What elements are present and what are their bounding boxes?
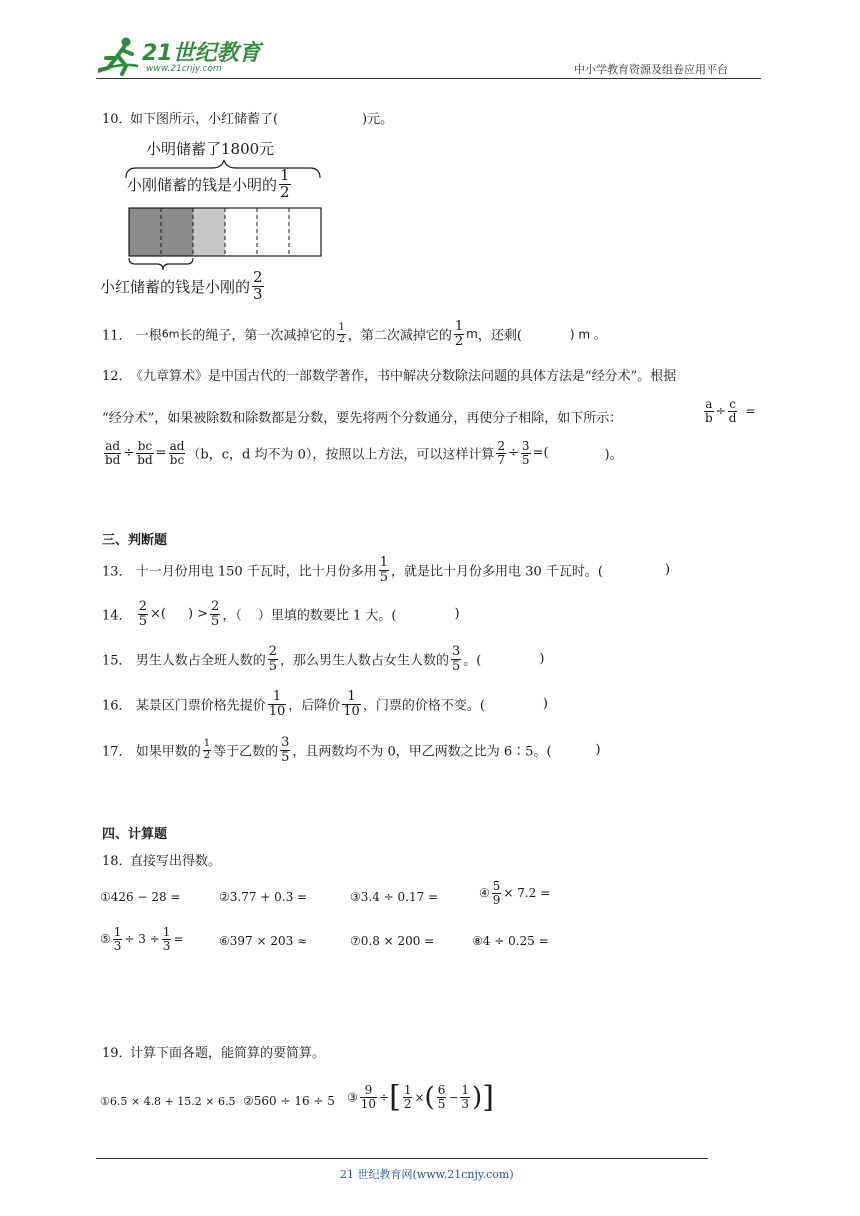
q12-frac-cd	[728, 398, 738, 424]
q12-bd-2: bd	[137, 452, 153, 467]
q19-e3-div: ÷	[379, 1090, 390, 1105]
q14-text-b: ) >	[187, 606, 209, 622]
q11-fraction-1	[337, 323, 345, 345]
q19-e3-right-bracket: ]	[482, 1080, 494, 1115]
q18-i4-den: 9	[492, 892, 501, 907]
q18-i5-fraction-2	[162, 926, 172, 952]
q17-f2-num: 3	[281, 735, 290, 750]
q12-div-3: ÷	[508, 445, 519, 461]
fig-bot-den: 3	[253, 284, 263, 303]
q19-e3-left-paren: (	[424, 1082, 435, 1113]
q16-f2-num: 1	[342, 690, 361, 705]
q14-text-d: ）里填的数要比 1 大。(	[257, 608, 397, 624]
question-17	[102, 736, 601, 764]
q18-number: 18．	[102, 854, 132, 869]
q12-b: b	[705, 410, 713, 425]
q11-fraction-2	[454, 320, 464, 348]
q15-f2-num: 3	[452, 644, 461, 659]
platform-title: 中小学教育资源及组卷应用平台	[574, 63, 728, 76]
q18-i4-fraction	[492, 880, 502, 906]
q16-f2-den: 10	[343, 703, 360, 719]
q16-text-d: )	[542, 696, 548, 712]
footer-rule	[96, 1158, 708, 1159]
q18-i5-pre: ⑤	[100, 932, 111, 947]
q19-e3-frac-2	[403, 1084, 413, 1110]
q12-line-3-text: （b，c，d 均不为 0），按照以上方法，可以这样计算	[187, 447, 495, 463]
q18-i5-post: =	[173, 932, 184, 947]
q18-i5-den2: 3	[162, 938, 171, 953]
q15-f1-num: 2	[268, 644, 277, 659]
q12-line-3-b: =(	[532, 445, 549, 461]
q17-f1-den: 2	[203, 749, 211, 761]
q12-bd-1: bd	[105, 452, 121, 467]
q15-number: 15．	[102, 653, 132, 669]
q18-text: 直接写出得数。	[130, 854, 222, 869]
q12-n7: 7	[497, 452, 506, 467]
q18-i5-mid: ÷ 3 ÷	[124, 932, 160, 947]
q11-text-d: ，还剩(	[477, 328, 522, 344]
q18-i5-fraction-1	[113, 926, 123, 952]
q12-line-1: 《九章算术》是中国古代的一部数学著作，书中解决分数除法问题的具体方法是“经分术”。根据	[130, 369, 677, 384]
q18-item-3: ③3.4 ÷ 0.17 =	[350, 890, 439, 904]
q14-f1-num: 2	[138, 599, 147, 614]
q16-number: 16．	[102, 698, 132, 714]
q19-expr-1: ①6.5 × 4.8 + 15.2 × 6.5	[100, 1095, 236, 1108]
q12-line-3-c: )。	[604, 447, 623, 463]
q14-f2-den: 5	[211, 613, 220, 629]
q13-text-a: 十一月份用电 150 千瓦时，比十月份多用	[135, 564, 377, 580]
q17-text-b: 等于乙数的	[213, 744, 279, 760]
q17-text-c: ，且两数均不为 0，甲乙两数之比为 6∶5。(	[292, 744, 552, 760]
q16-text-b: ，后降价	[288, 698, 341, 714]
fig-mid-label	[127, 168, 293, 201]
q18-i5-num2: 1	[162, 925, 171, 939]
q18-i5-den1: 3	[113, 938, 122, 953]
q18-i4-post: × 7.2 =	[503, 886, 551, 901]
q16-f1-den: 10	[268, 703, 286, 719]
q19-e3-d4: 3	[461, 1097, 470, 1111]
q12-frac-35	[521, 440, 531, 466]
logo	[96, 34, 266, 78]
q18-i4-num: 5	[492, 879, 501, 893]
q19-e3-n2: 1	[403, 1083, 412, 1098]
q12-number: 12．	[102, 369, 132, 384]
q12-div-2: ÷	[123, 445, 135, 461]
q16-fraction-2	[342, 690, 361, 718]
question-16	[102, 690, 548, 718]
q12-frac-ab	[704, 398, 714, 424]
q19-number: 19．	[102, 1046, 132, 1061]
q13-fraction	[379, 556, 389, 584]
question-14	[102, 600, 460, 628]
q11-f2-den: 2	[454, 333, 464, 349]
q12-eq-2: =	[155, 445, 167, 461]
question-15	[102, 645, 544, 673]
q12-line-3	[102, 440, 623, 466]
q18-item-5	[100, 926, 183, 952]
q11-f2-num: 1	[454, 319, 464, 334]
q19-e3-pre: ③	[347, 1090, 358, 1105]
q18-item-6: ⑥397 × 203 ≈	[219, 934, 308, 948]
q13-den: 5	[379, 569, 389, 585]
q14-text-c: ，（	[222, 608, 242, 624]
q13-text-b: ，就是比十月份多用电 30 千瓦时。(	[391, 564, 603, 580]
q13-number: 13．	[102, 564, 132, 580]
q19-e3-n4: 1	[461, 1083, 470, 1098]
q15-text-c: 。(	[463, 653, 482, 669]
fig-bot-fraction	[252, 270, 264, 303]
q12-n5: 5	[521, 452, 530, 467]
q14-f2-num: 2	[211, 599, 220, 614]
question-13	[102, 556, 670, 584]
q12-div-1: ÷	[715, 404, 726, 419]
q12-formula-1	[702, 398, 756, 424]
q15-text-d: )	[539, 651, 545, 667]
logo-url-text: www.21cnjy.com	[146, 64, 222, 74]
q17-text-d: )	[595, 742, 601, 758]
fig-bot-num: 2	[253, 268, 263, 286]
q19-e3-frac-4	[460, 1084, 470, 1110]
q12-bc-1: bc	[137, 439, 153, 453]
q18-item-1: ①426 − 28 =	[100, 890, 181, 904]
q12-n2: 2	[497, 439, 506, 453]
q12-ad-1: ad	[105, 439, 121, 453]
q15-text-b: ，那么男生人数占女生人数的	[279, 653, 449, 669]
fig-bot-label	[100, 270, 266, 303]
fig-bar	[127, 206, 323, 278]
q15-f2-den: 5	[452, 658, 461, 674]
q12-frac-adbd	[104, 440, 121, 466]
q19-e3-left-bracket: [	[389, 1079, 401, 1115]
q12-bc-2: bc	[169, 452, 185, 467]
q18-i4-pre: ④	[479, 886, 490, 901]
q16-f1-num: 1	[268, 690, 287, 705]
q14-number: 14．	[102, 608, 132, 624]
q10-number: 10．	[102, 112, 132, 127]
fig-bot-text: 小红储蓄的钱是小刚的	[100, 277, 251, 296]
q10-text-a: 如下图所示，小红储蓄了(	[130, 112, 279, 127]
fig-mid-den: 2	[280, 182, 290, 201]
q15-fraction-1	[268, 645, 278, 673]
q14-text-a: ×(	[149, 606, 166, 622]
q12-frac-27	[496, 440, 506, 466]
q11-text-c: ，第二次减掉它的	[347, 328, 452, 344]
q18-item-4	[479, 880, 550, 906]
q13-num: 1	[379, 555, 389, 570]
q19-e3-d3: 5	[437, 1097, 446, 1111]
q15-f1-den: 5	[268, 658, 277, 674]
q19-e3-times: ×	[414, 1090, 425, 1105]
question-11	[102, 320, 606, 348]
runner-logo-icon	[96, 36, 140, 76]
q19-e3-n3: 6	[437, 1083, 446, 1098]
q18-i5-num1: 1	[113, 925, 122, 939]
q19-e3-d1: 10	[360, 1097, 377, 1111]
q17-text-a: 如果甲数的	[135, 744, 201, 760]
q12-d: d	[728, 410, 737, 425]
q12-n3: 3	[521, 439, 530, 453]
q19-expr-2: ②560 ÷ 16 ÷ 5	[243, 1094, 335, 1108]
q12-frac-adbc	[169, 440, 186, 466]
q19-e3-d2: 2	[403, 1097, 412, 1111]
q11-length: 6m	[161, 327, 180, 341]
q12-a: a	[705, 397, 713, 411]
q11-f1-num: 1	[338, 322, 345, 334]
footer-link[interactable]: 21 世纪教育网(www.21cnjy.com)	[340, 1168, 514, 1181]
q17-f1-num: 1	[203, 738, 211, 750]
section-3-title: 三、判断题	[102, 533, 168, 548]
q19-e3-frac-1	[360, 1084, 377, 1110]
q18-item-7: ⑦0.8 × 200 =	[350, 934, 435, 948]
q19-e3-n1: 9	[360, 1084, 377, 1098]
q17-fraction-1	[203, 739, 211, 761]
q17-fraction-2	[280, 736, 290, 764]
q11-text-e: ) m 。	[569, 327, 606, 342]
q19-e3-right-paren: )	[472, 1082, 483, 1113]
q18-item-2: ②3.77 + 0.3 =	[219, 890, 308, 904]
q12-frac-bcbd	[136, 440, 153, 466]
q14-fraction-2	[210, 600, 220, 628]
q16-fraction-1	[268, 690, 287, 718]
q15-text-a: 男生人数占全班人数的	[135, 653, 266, 669]
fig-mid-fraction	[279, 168, 291, 201]
q12-c: c	[729, 397, 736, 411]
logo-main-text: 21世纪教育	[142, 41, 261, 66]
q19-expr-3	[347, 1080, 494, 1115]
q11-text-b: 长的绳子，第一次减掉它的	[179, 328, 336, 344]
q15-fraction-2	[451, 645, 461, 673]
q11-text-a: 一根	[135, 328, 162, 344]
header-rule	[96, 78, 761, 79]
q12-eq-1: =	[745, 404, 756, 419]
q10-text-b: )元。	[362, 112, 394, 127]
q16-text-c: ，门票的价格不变。(	[362, 698, 485, 714]
q19-e3-frac-3	[437, 1084, 447, 1110]
fig-mid-num: 1	[280, 166, 290, 184]
q11-unit: m	[466, 327, 478, 342]
q12-ad-2: ad	[169, 439, 185, 453]
q18-item-8: ⑧4 ÷ 0.25 =	[472, 934, 549, 948]
q19-text: 计算下面各题，能简算的要简算。	[130, 1046, 326, 1061]
q11-number: 11．	[102, 328, 132, 344]
q14-text-e: )	[454, 606, 460, 622]
q17-f2-den: 5	[281, 749, 290, 765]
q19-e3-minus: −	[448, 1090, 459, 1105]
q13-text-c: )	[664, 562, 671, 578]
fig-top-label: 小明储蓄了1800元	[146, 140, 275, 158]
q12-line-2: “经分术”，如果被除数和除数都是分数，要先将两个分数通分，再使分子相除，如下所示：	[102, 411, 623, 426]
q16-text-a: 某景区门票价格先提价	[135, 698, 266, 714]
q14-fraction-1	[138, 600, 148, 628]
q11-f1-den: 2	[338, 333, 345, 345]
q14-f1-den: 5	[138, 613, 147, 629]
q17-number: 17．	[102, 744, 132, 760]
fig-mid-text: 小刚储蓄的钱是小明的	[127, 175, 278, 194]
section-4-title: 四、计算题	[102, 827, 168, 842]
